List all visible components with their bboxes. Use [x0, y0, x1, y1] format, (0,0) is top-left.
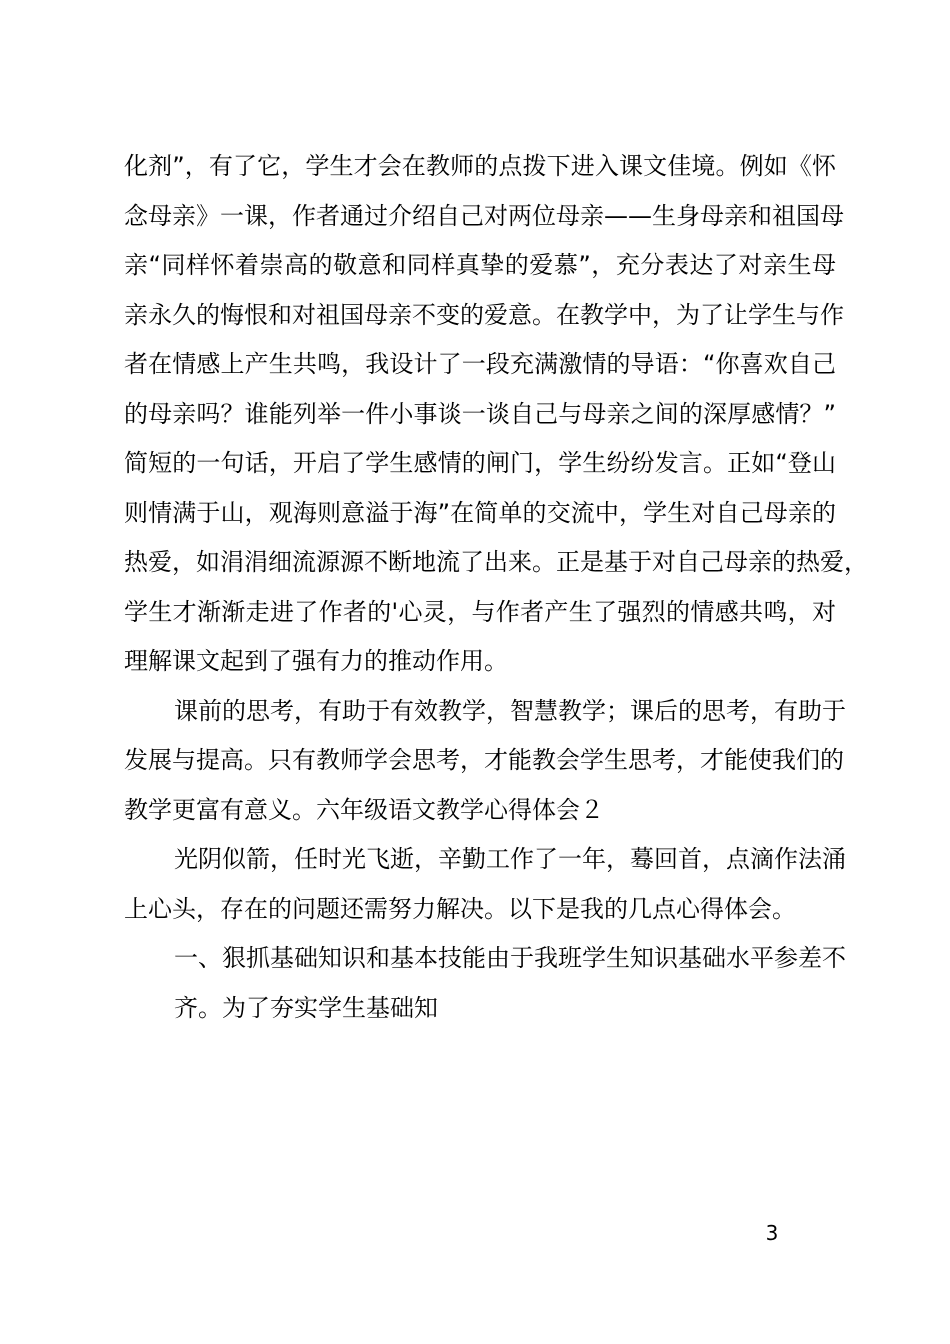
- text-line: 教学更富有意义。六年级语文教学心得体会２: [124, 795, 604, 824]
- text-line: 光阴似箭，任时光飞逝，辛勤工作了一年，蓦回首，点滴作法涌: [174, 845, 846, 873]
- text-line: 的母亲吗？谁能列举一件小事谈一谈自己与母亲之间的深厚感情？”: [124, 399, 836, 428]
- text-line: 上心头，存在的问题还需努力解决。以下是我的几点心得体会。: [124, 894, 796, 923]
- text-line: 齐。为了夯实学生基础知: [174, 993, 438, 1022]
- text-line: 简短的一句话，开启了学生感情的闸门，学生纷纷发言。正如“登山: [124, 449, 836, 477]
- text-line: 一、狠抓基础知识和基本技能由于我班学生知识基础水平参差不: [174, 944, 846, 972]
- text-line: 化剂”，有了它，学生才会在教师的点拨下进入课文佳境。例如《怀: [124, 152, 836, 180]
- page-number: 3: [765, 1221, 779, 1245]
- text-line: 课前的思考，有助于有效教学，智慧教学；课后的思考，有助于: [174, 696, 846, 725]
- text-line: 热爱，如涓涓细流源源不断地流了出来。正是基于对自己母亲的热爱，: [124, 548, 868, 576]
- text-line: 发展与提高。只有教师学会思考，才能教会学生思考，才能使我们的: [124, 746, 844, 774]
- text-line: 学生才渐渐走进了作者的'心灵，与作者产生了强烈的情感共鸣，对: [124, 597, 836, 626]
- text-line: 理解课文起到了强有力的推动作用。: [124, 647, 508, 675]
- text-line: 亲“同样怀着崇高的敬意和同样真挚的爱慕”，充分表达了对亲生母: [124, 251, 836, 279]
- text-line: 者在情感上产生共鸣，我设计了一段充满激情的导语：“你喜欢自己: [124, 350, 836, 378]
- body-text: [124, 142, 868, 1033]
- text-line: 亲永久的悔恨和对祖国母亲不变的爱意。在教学中，为了让学生与作: [124, 300, 844, 329]
- text-line: 则情满于山，观海则意溢于海”在简单的交流中，学生对自己母亲的: [124, 498, 836, 527]
- text-line: 念母亲》一课，作者通过介绍自己对两位母亲——生身母亲和祖国母: [124, 201, 844, 230]
